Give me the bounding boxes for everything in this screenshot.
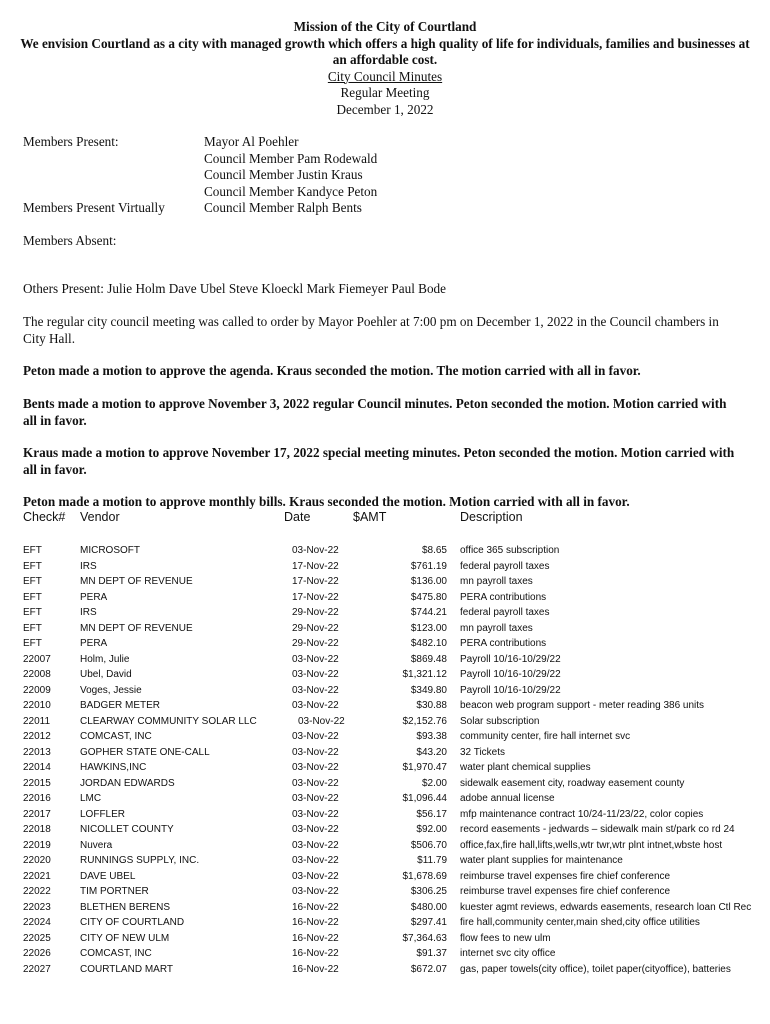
bill-description: PERA contributions: [460, 638, 547, 649]
bill-amount: $297.41: [410, 917, 447, 928]
motion-agenda: Peton made a motion to approve the agenda. Kraus seconded the motion. The motion carried with all in favor.: [23, 363, 641, 378]
vendor-name: CITY OF COURTLAND: [80, 917, 185, 928]
vendor-name: PERA: [80, 591, 108, 603]
bill-date: 17-Nov-22: [292, 560, 339, 572]
bill-date: 03-Nov-22: [292, 545, 339, 556]
bill-description: Solar subscription: [460, 715, 540, 727]
table-row: [0, 931, 770, 947]
col-date-header: Date: [284, 510, 311, 524]
bill-description: water plant supplies for maintenance: [460, 855, 623, 866]
bill-date: 29-Nov-22: [292, 638, 339, 649]
table-row: [0, 822, 770, 838]
doc-title: City Council Minutes: [327, 68, 443, 84]
vendor-name: BADGER METER: [80, 700, 161, 711]
bill-date: 03-Nov-22: [292, 700, 339, 711]
vendor-name: CITY OF NEW ULM: [80, 932, 170, 944]
bill-amount: $761.19: [410, 560, 447, 572]
bill-amount: $92.00: [416, 824, 447, 835]
call-to-order: The regular city council meeting was called to order by Mayor Poehler at 7:00 pm on December 1, 2022 in the Council chambers in City Hall.: [23, 314, 719, 346]
bill-description: sidewalk easement city, roadway easement county: [460, 777, 685, 789]
table-row: [0, 869, 770, 885]
bill-amount: $672.07: [410, 963, 447, 975]
mission-statement: We envision Courtland as a city with managed growth which offers a high quality of life for individuals, families and businesses at an affordable cost.: [20, 35, 750, 67]
vendor-name: HAWKINS,INC: [80, 762, 147, 773]
check-number: 22015: [23, 777, 51, 789]
bill-date: 03-Nov-22: [298, 715, 345, 727]
table-row: [0, 807, 770, 823]
vendor-name: Voges, Jessie: [80, 684, 142, 696]
bill-date: 03-Nov-22: [292, 777, 339, 789]
bill-date: 29-Nov-22: [292, 607, 339, 618]
check-number: 22025: [23, 932, 51, 944]
check-number: 22020: [23, 855, 51, 866]
vendor-name: MN DEPT OF REVENUE: [80, 622, 193, 634]
member-virtual: Council Member Ralph Bents: [204, 200, 362, 215]
bill-description: water plant chemical supplies: [460, 762, 591, 773]
bill-amount: $306.25: [410, 886, 447, 897]
document-header: [0, 19, 770, 118]
bill-amount: $744.21: [410, 607, 447, 618]
table-row: [0, 729, 770, 745]
bill-amount: $1,321.12: [402, 669, 447, 680]
bill-date: 03-Nov-22: [292, 824, 339, 835]
vendor-name: IRS: [80, 560, 97, 572]
bill-description: Payroll 10/16-10/29/22: [460, 669, 561, 680]
bill-amount: $136.00: [410, 576, 447, 587]
check-number: 22009: [23, 684, 51, 696]
bill-date: 03-Nov-22: [292, 684, 339, 696]
bill-description: kuester agmt reviews, edwards easements, research loan Ctl Rec: [460, 901, 752, 913]
members-virtual-label: Members Present Virtually: [23, 200, 165, 215]
table-row: [0, 621, 770, 637]
bill-description: Payroll 10/16-10/29/22: [460, 684, 561, 696]
bill-amount: $506.70: [410, 839, 447, 851]
table-row: [0, 791, 770, 807]
check-number: 22023: [23, 901, 51, 913]
check-number: EFT: [23, 607, 42, 618]
vendor-name: RUNNINGS SUPPLY, INC.: [80, 855, 200, 866]
others-present: Others Present: Julie Holm Dave Ubel Steve Kloeckl Mark Fiemeyer Paul Bode: [23, 281, 447, 296]
vendor-name: MN DEPT OF REVENUE: [80, 576, 193, 587]
check-number: 22017: [23, 808, 51, 820]
bill-amount: $8.65: [421, 545, 447, 556]
vendor-name: COMCAST, INC: [80, 948, 152, 959]
bill-amount: $43.20: [416, 746, 447, 758]
bill-description: beacon web program support - meter reading 386 units: [460, 700, 705, 711]
vendor-name: Ubel, David: [80, 669, 132, 680]
vendor-name: COMCAST, INC: [80, 731, 152, 742]
table-row: [0, 838, 770, 854]
check-number: EFT: [23, 576, 42, 587]
bill-amount: $1,970.47: [402, 762, 447, 773]
check-number: 22019: [23, 839, 51, 851]
bill-amount: $30.88: [416, 700, 447, 711]
check-number: 22010: [23, 700, 51, 711]
bill-date: 03-Nov-22: [292, 653, 339, 665]
table-row: [0, 667, 770, 683]
member-present: Council Member Pam Rodewald: [204, 150, 378, 166]
table-row: [0, 776, 770, 792]
check-number: 22007: [23, 653, 51, 665]
check-number: EFT: [23, 591, 42, 603]
col-amt-header: $AMT: [353, 510, 387, 524]
bill-description: mfp maintenance contract 10/24-11/23/22, color copies: [460, 808, 704, 820]
vendor-name: JORDAN EDWARDS: [80, 777, 175, 789]
bill-amount: $1,096.44: [402, 793, 447, 804]
table-row: [0, 543, 770, 559]
bill-date: 17-Nov-22: [292, 591, 339, 603]
bill-amount: $2,152.76: [402, 715, 447, 727]
bill-description: gas, paper towels(city office), toilet paper(cityoffice), batteries: [460, 963, 731, 975]
bill-date: 03-Nov-22: [292, 669, 339, 680]
bill-amount: $123.00: [410, 622, 447, 634]
bill-description: Payroll 10/16-10/29/22: [460, 653, 561, 665]
bill-description: adobe annual license: [460, 793, 555, 804]
vendor-name: PERA: [80, 638, 108, 649]
bill-date: 16-Nov-22: [292, 901, 339, 913]
bill-date: 03-Nov-22: [292, 855, 339, 866]
table-row: [0, 605, 770, 621]
member-present: Council Member Justin Kraus: [204, 167, 363, 182]
vendor-name: Nuvera: [80, 839, 113, 851]
vendor-name: NICOLLET COUNTY: [80, 824, 174, 835]
bill-amount: $869.48: [410, 653, 447, 665]
col-check-header: Check#: [23, 510, 66, 524]
bill-description: flow fees to new ulm: [460, 932, 551, 944]
motion-regular-minutes: Bents made a motion to approve November 3, 2022 regular Council minutes. Peton seconded the motion. Motion carried with all in favor.: [23, 396, 727, 428]
table-row: [0, 683, 770, 699]
motion-special-minutes: Kraus made a motion to approve November 17, 2022 special meeting minutes. Peton seconded the motion. Motion carried with all in favor.: [23, 445, 735, 477]
bill-date: 16-Nov-22: [292, 932, 339, 944]
col-desc-header: Description: [460, 510, 523, 524]
check-number: EFT: [23, 545, 42, 556]
bill-amount: $349.80: [410, 684, 447, 696]
table-row: [0, 745, 770, 761]
bill-date: 16-Nov-22: [292, 948, 339, 959]
vendor-name: MICROSOFT: [80, 545, 140, 556]
check-number: 22026: [23, 948, 51, 959]
bill-description: PERA contributions: [460, 591, 547, 603]
meeting-type: Regular Meeting: [340, 85, 430, 100]
bill-description: reimburse travel expenses fire chief conference: [460, 886, 671, 897]
bill-amount: $482.10: [410, 638, 447, 649]
members-present-label: Members Present:: [23, 134, 119, 149]
vendor-name: Holm, Julie: [80, 653, 130, 665]
table-row: [0, 636, 770, 652]
bill-description: federal payroll taxes: [460, 607, 550, 618]
bill-amount: $480.00: [410, 901, 447, 913]
check-number: 22024: [23, 917, 51, 928]
member-present: Mayor Al Poehler: [204, 134, 299, 149]
vendor-name: LOFFLER: [80, 808, 126, 820]
bill-description: record easements - jedwards – sidewalk main st/park co rd 24: [460, 824, 735, 835]
table-row: [0, 962, 770, 978]
table-row: [0, 590, 770, 606]
bill-date: 29-Nov-22: [292, 622, 339, 634]
bill-amount: $91.37: [416, 948, 447, 959]
bill-date: 03-Nov-22: [292, 808, 339, 820]
check-number: 22011: [23, 715, 51, 727]
table-row: [0, 884, 770, 900]
bill-date: 03-Nov-22: [292, 870, 339, 882]
bill-description: reimburse travel expenses fire chief conference: [460, 870, 671, 882]
vendor-name: LMC: [80, 793, 102, 804]
bill-date: 03-Nov-22: [292, 839, 339, 851]
bill-amount: $1,678.69: [402, 870, 447, 882]
check-number: EFT: [23, 638, 42, 649]
vendor-name: BLETHEN BERENS: [80, 901, 171, 913]
check-number: 22022: [23, 886, 51, 897]
bill-description: community center, fire hall internet svc: [460, 731, 631, 742]
check-number: 22021: [23, 870, 51, 882]
check-number: EFT: [23, 622, 42, 634]
check-number: 22014: [23, 762, 51, 773]
col-vendor-header: Vendor: [80, 510, 120, 524]
bill-description: mn payroll taxes: [460, 622, 533, 634]
bill-amount: $7,364.63: [402, 932, 447, 944]
bill-date: 03-Nov-22: [292, 886, 339, 897]
table-row: [0, 853, 770, 869]
table-row: [0, 714, 770, 730]
bill-date: 03-Nov-22: [292, 793, 339, 804]
motion-bills: Peton made a motion to approve monthly bills. Kraus seconded the motion. Motion carried with all in favor.: [23, 494, 630, 509]
check-number: 22018: [23, 824, 51, 835]
table-row: [0, 574, 770, 590]
check-number: EFT: [23, 560, 42, 572]
bill-amount: $56.17: [416, 808, 447, 820]
vendor-name: IRS: [80, 607, 97, 618]
check-number: 22008: [23, 669, 51, 680]
bill-date: 03-Nov-22: [292, 746, 339, 758]
member-present: Council Member Kandyce Peton: [204, 183, 378, 199]
check-number: 22012: [23, 731, 51, 742]
vendor-name: COURTLAND MART: [80, 963, 173, 975]
bill-description: federal payroll taxes: [460, 560, 550, 572]
bill-description: 32 Tickets: [460, 746, 506, 758]
members-absent-label: Members Absent:: [23, 233, 117, 248]
table-row: [0, 760, 770, 776]
bill-date: 16-Nov-22: [292, 917, 339, 928]
table-row: [0, 946, 770, 962]
bill-date: 17-Nov-22: [292, 576, 339, 587]
org-title: Mission of the City of Courtland: [293, 19, 477, 34]
bill-amount: $2.00: [421, 777, 447, 789]
check-number: 22027: [23, 963, 51, 975]
bill-amount: $11.79: [417, 855, 447, 866]
bill-date: 03-Nov-22: [292, 762, 339, 773]
bill-amount: $93.38: [416, 731, 447, 742]
check-number: 22016: [23, 793, 51, 804]
vendor-name: DAVE UBEL: [80, 870, 136, 882]
table-row: [0, 900, 770, 916]
bill-date: 03-Nov-22: [292, 731, 339, 742]
table-row: [0, 559, 770, 575]
table-row: [0, 698, 770, 714]
bill-amount: $475.80: [410, 591, 447, 603]
vendor-name: GOPHER STATE ONE-CALL: [80, 746, 210, 758]
bill-description: mn payroll taxes: [460, 576, 533, 587]
bill-description: office,fax,fire hall,lifts,wells,wtr twr,wtr plnt intnet,wbste host: [460, 839, 723, 851]
bill-description: internet svc city office: [460, 948, 556, 959]
vendor-name: CLEARWAY COMMUNITY SOLAR LLC: [80, 715, 257, 727]
table-row: [0, 915, 770, 931]
check-number: 22013: [23, 746, 51, 758]
vendor-name: TIM PORTNER: [80, 886, 149, 897]
table-row: [0, 652, 770, 668]
bill-description: fire hall,community center,main shed,city office utilities: [460, 917, 700, 928]
bill-date: 16-Nov-22: [292, 963, 339, 975]
bill-description: office 365 subscription: [460, 545, 560, 556]
meeting-date: December 1, 2022: [336, 101, 434, 117]
